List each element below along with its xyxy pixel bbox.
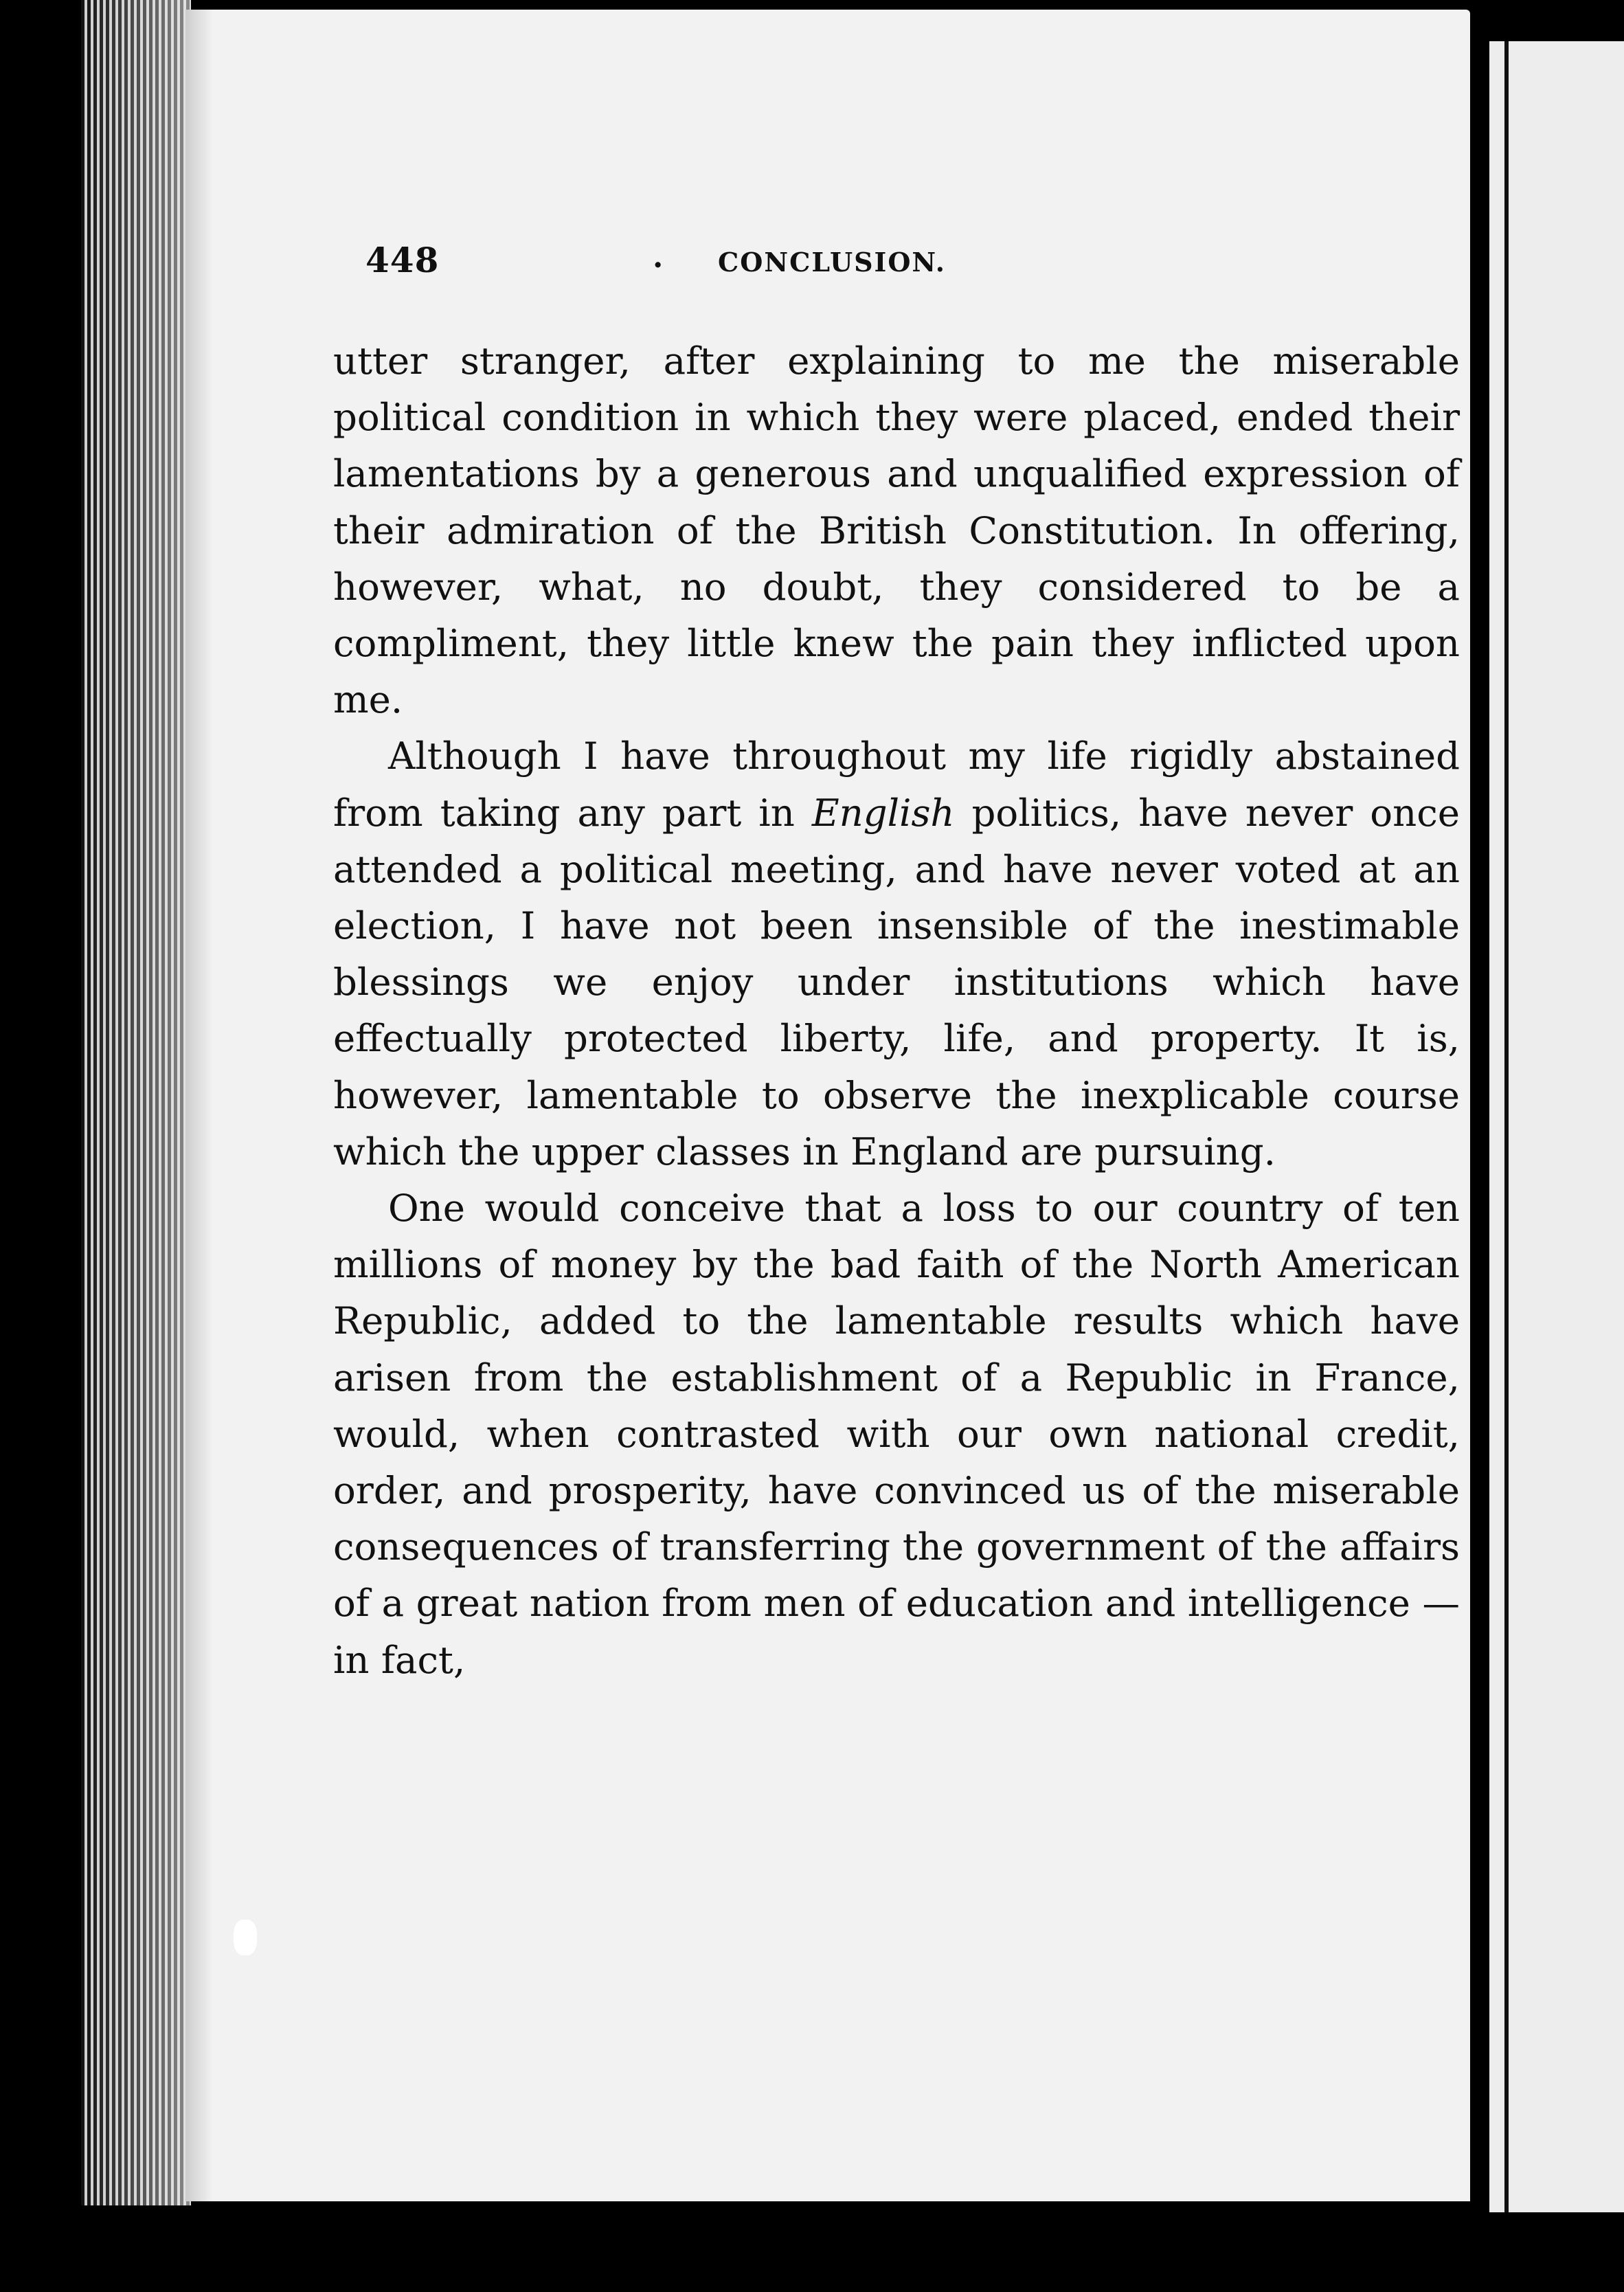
page-number: 448: [365, 240, 440, 280]
book-gutter: [1470, 0, 1489, 2292]
paragraph-text: One would conceive that a loss to our country of ten millions of money by the bad faith of the North American Republic, added to the lamentable results which have arisen from the establishment of a Republic in France, would, when contrasted with our own national credit, order, and prosperity, have convinced us of the miserable consequences of transferring the government of the affairs of a great nation from men of education and intelligence — in fact,: [333, 1186, 1460, 1682]
paragraph-text: politics, have never once attended a political meeting, and have never voted at an election, I have not been insensible of the inestimable blessings we enjoy under institutions which have effectually protected liberty, life, and property. It is, however, lamentable to observe the inexplicable course which the upper classes in England are pursuing.: [333, 790, 1460, 1173]
page-header: [185, 240, 1470, 295]
body-text: [333, 333, 1460, 1688]
header-separator: .: [653, 240, 664, 275]
right-page-edge: [1489, 41, 1624, 2212]
paragraph-continuation: [333, 333, 1460, 728]
paragraph-republic: [333, 1180, 1460, 1688]
book-page-edges: [81, 0, 191, 2205]
left-page: [185, 10, 1470, 2201]
page-shadow: [185, 10, 213, 2201]
paragraph-text: Although I have throughout my life rigidly abstained from taking any part in: [333, 734, 1460, 835]
paper-speck: [234, 1920, 257, 1955]
running-title: CONCLUSION.: [718, 247, 946, 278]
paragraph-politics: [333, 728, 1460, 1180]
italic-word: English: [811, 790, 955, 835]
paragraph-text: utter stranger, after explaining to me the miserable political condition in which they were placed, ended their lamentations by a generous and unqualified expression of their admiration of the British Constitution. In offering, however, what, no doubt, they considered to be a compliment, they little knew the pain they inflicted upon me.: [333, 339, 1460, 722]
